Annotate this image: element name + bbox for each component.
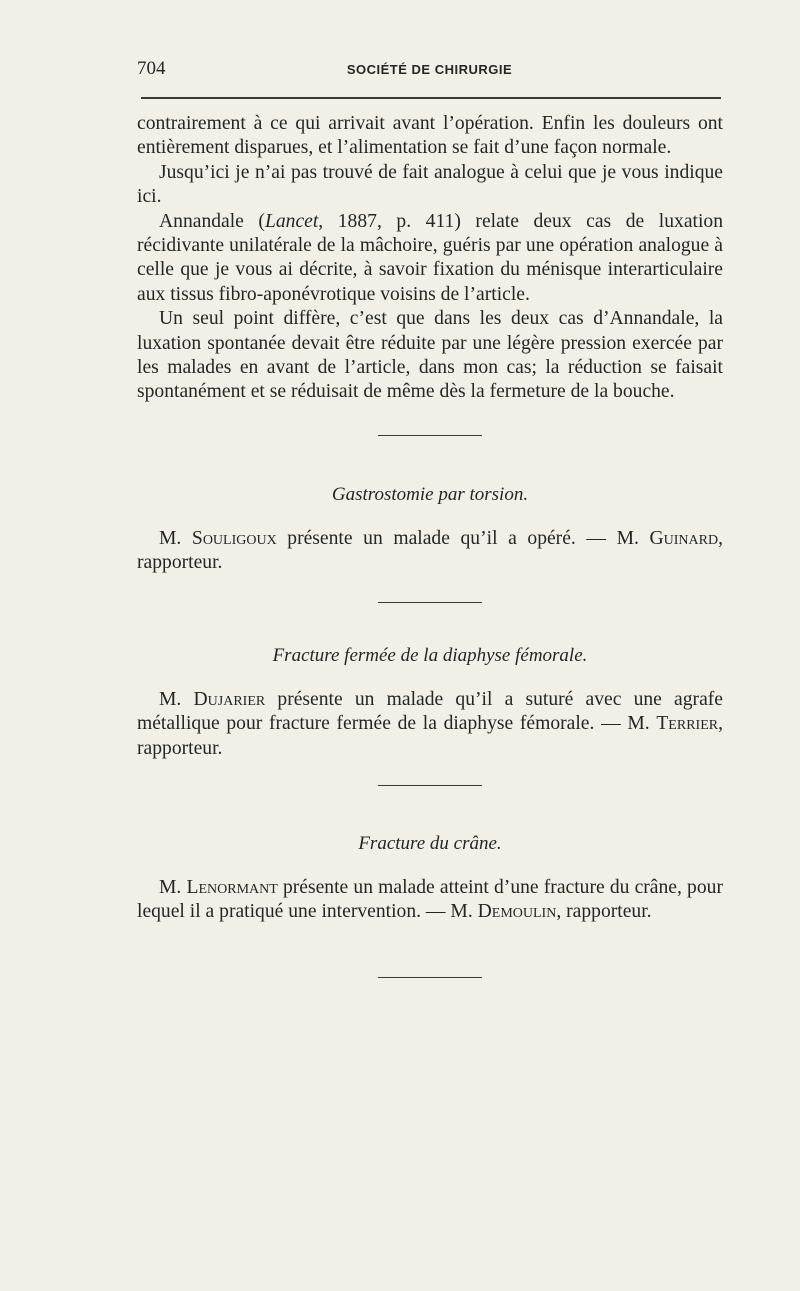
section-end: , rapporteur.: [556, 901, 652, 923]
section-text-fracture-crane: [137, 876, 723, 925]
section-body: présente un malade atteint d’une fracture du crâne, pour lequel il a pratiqué une intervention. — M.: [137, 876, 723, 923]
rapporteur-name: Guinard: [649, 527, 719, 549]
section-separator: [378, 785, 482, 786]
presenter-name: Lenormant: [186, 876, 278, 898]
section-separator: [378, 435, 482, 436]
section-end: , rapporteur.: [137, 713, 723, 759]
header-rule: [141, 97, 721, 99]
rapporteur-name: Demoulin: [477, 901, 557, 923]
section-heading-fracture-femorale: Fracture fermée de la diaphyse fémorale.: [272, 644, 588, 666]
paragraph-2: Jusqu’ici je n’ai pas trouvé de fait analogue à celui que je vous indique ici.: [137, 161, 723, 208]
section-end: , rapporteur.: [137, 527, 723, 574]
paragraph-3-before: Annandale (: [159, 210, 265, 232]
presenter-name: Souligoux: [191, 527, 277, 549]
section-body: présente un malade qu’il a opéré. — M.: [276, 527, 650, 549]
section-text-fracture-femorale: [137, 688, 723, 761]
paragraph-3: [137, 210, 723, 308]
paragraph-3-after: , 1887, p. 411) relate deux cas de luxation récidivante unilatérale de la mâchoire, guéris par une opération analogue à celle que je vous ai décrite, à savoir fixation du ménisque interarticulaire aux tissus fibro-aponévrotique voisins de l’article.: [137, 210, 724, 305]
section-heading-fracture-crane: Fracture du crâne.: [358, 832, 502, 854]
monsieur-prefix: M.: [159, 876, 187, 898]
section-text-gastrostomie: [137, 527, 723, 576]
rapporteur-name: Terrier: [656, 713, 719, 735]
page-header: [137, 58, 722, 82]
monsieur-prefix: M.: [159, 688, 194, 710]
section-body: présente un malade qu’il a suturé avec une agrafe métallique pour fracture fermée de la diaphyse fémorale. — M.: [137, 688, 723, 735]
section-separator: [378, 977, 482, 978]
section-separator: [378, 602, 482, 603]
paragraph-4: Un seul point diffère, c’est que dans les deux cas d’Annandale, la luxation spontanée devait être réduite par une légère pression exercée par les malades en avant de l’article, dans mon cas; la réduction se faisait spontanément et se réduisait de même dès la fermeture de la bouche.: [137, 308, 723, 403]
paragraph-1: contrairement à ce qui arrivait avant l’opération. Enfin les douleurs ont entièrement disparues, et l’alimentation se fait d’une façon normale.: [137, 113, 723, 159]
monsieur-prefix: M.: [159, 527, 192, 549]
presenter-name: Dujarier: [193, 688, 266, 710]
page-number: 704: [137, 58, 166, 79]
body-text: [137, 112, 723, 978]
running-title: SOCIÉTÉ DE CHIRURGIE: [346, 62, 513, 77]
citation-journal: Lancet: [264, 210, 319, 232]
section-heading-gastrostomie: Gastrostomie par torsion.: [331, 483, 529, 505]
